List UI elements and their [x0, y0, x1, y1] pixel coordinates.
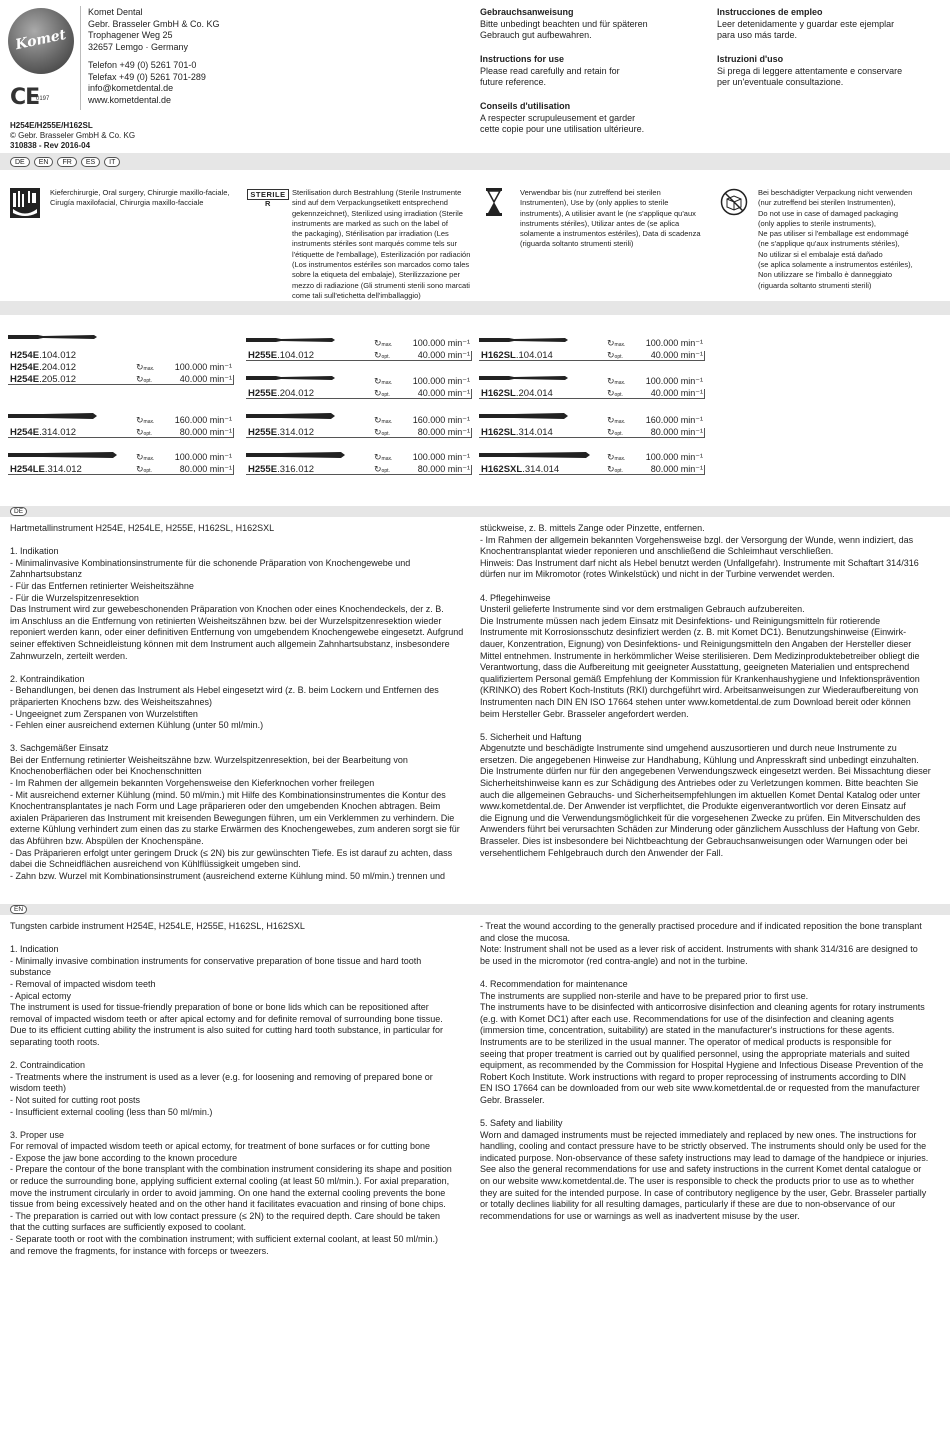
- row-underline: [479, 351, 705, 361]
- lang-tag-es: ES: [81, 157, 100, 167]
- product-group-h254e-1: [8, 329, 234, 385]
- instructions-en: Instructions for use Please read carefully and retain for future reference.: [480, 54, 620, 88]
- language-tags: [10, 157, 120, 167]
- rotation-icon: ↻: [136, 415, 144, 425]
- product-name: H162SL.104.014: [481, 350, 553, 361]
- header-divider: [80, 6, 81, 110]
- lang-tag-fr: FR: [57, 157, 76, 167]
- product-group-h162sxl: [479, 447, 705, 479]
- row-underline: [8, 465, 234, 475]
- instructions-fr: Conseils d'utilisation A respecter scrupuleusement et garder cette copie pour une utilisation ultérieure.: [480, 101, 645, 135]
- section-tag-de: DE: [10, 507, 27, 516]
- rotation-icon: ↻: [374, 452, 382, 462]
- komet-logo: Komet: [8, 8, 74, 74]
- speed-max: ↻max. 160.000 min⁻¹: [374, 415, 470, 425]
- product-name: H255E.204.012: [248, 388, 315, 399]
- rotation-icon: ↻: [607, 427, 615, 437]
- rotation-icon: ↻: [607, 388, 615, 398]
- de-text-left: Hartmetallinstrument H254E, H254LE, H255E, H162SL, H162SXL 1. Indikation - Minimalinvasive Kombinationsinstrumente für die schonende Präparation von Knochengewebe und Zahnhartsubstanz - Für das Entfernen retinierter Weisheitszähne - Für die Wurzelspitzenresektion Das Instrument wird zur gewebeschonenden Präparation von Knochen oder eines Knochendeckels, der z. B. im Anschluss an die Entfernung von retinierten Weisheitszähnen bzw. bei der Wurzelspitzenresektion wieder reponiert werden kann, oder einer definitiven Entfernung von umgebendem Knochengewebe eingesetzt. Aufgrund seiner effektiven Schneidleistung können mit dem Instrument auch allgemein Zahnhartsubstanz, insbesondere Zahnwurzeln, zerteilt werden. 2. Kontraindikation - Behandlungen, bei denen das Instrument als Hebel eingesetzt wird (z. B. beim Lockern und Entfernen des präparierten Knochens bzw. des Weisheitszahnes) - Ungeeignet zum Zerspanen von Wurzelstiften - Fehlen einer ausreichend externen Kühlung (unter 50 ml/min.) 3. Sachgemäßer Einsatz Bei der Entfernung retinierter Weisheitszähne bzw. Wurzelspitzenresektion, bei der Bearbeitung von Knochenoberflächen oder bei Knochenschnitten - Im Rahmen der allgemein bekannten Vorgehensweise den Kieferknochen vorher freilegen - Mit ausreichend externer Kühlung (mind. 50 ml/min.) mit Hilfe des Kombinationsinstrumentes die Kontur des Knochentransplantates je nach Form und Lage präparieren oder den umgebenden Knochen abtragen. Beim axialen Präparieren das Instrument mit kreisenden Bewegungen führen, um ein Verklemmen zu verhindern. Die externe Kühlung verhindert zum einen das zu starke Erwärmen des Knochengewebes, zum anderen sorgt sie für das Abführen bzw. Abspülen der Knochenspäne. - Das Präparieren erfolgt unter geringem Druck (≤ 2N) bis zur gewünschten Tiefe. Es ist darauf zu achten, dass dabei die Schneidflächen ausreichend von Kühlflüssigkeit umgeben sind. - Zahn bzw. Wurzel mit Kombinationsinstrument (ausreichend externe Kühlung mind. 50 ml/min.) trennen und: [10, 523, 464, 881]
- symbol-use-by-text: Verwendbar bis (nur zutreffend bei sterilen Instrumenten), Use by (only applies to sterile instruments), A utilisier avant le (ne s'applique qu'aux instruments stériles), Utilizar antes de (se aplica solamente a instrumentos estériles), Data di scadenza (riguarda soltanto strumenti sterili): [520, 188, 701, 249]
- ce-mark: CE: [10, 85, 40, 110]
- speed-opt: ↻opt. 80.000 min⁻¹: [136, 464, 232, 474]
- row-underline: [246, 465, 472, 475]
- row-underline: [246, 428, 472, 438]
- lang-tag-en: EN: [34, 157, 54, 167]
- speed-opt: ↻opt. 40.000 min⁻¹: [374, 350, 470, 360]
- de-text-right: stückweise, z. B. mittels Zange oder Pinzette, entfernen. - Im Rahmen der allgemein bekannten Vorgehensweise bzgl. der Versorgung der Wunde, wenn indiziert, das Knochentransplantat wieder reponieren und anschließend die Schleimhaut verschließen. Hinweis: Das Instrument darf nicht als Hebel benutzt werden (Unfallgefahr). Instrumente mit Schaftart 314/316 dürfen nur im Mikromotor (rotes Winkelstück) und nicht in der Turbine verwendet werden. 4. Pflegehinweise Unsteril gelieferte Instrumente sind vor dem erstmaligen Gebrauch aufzubereiten. Die Instrumente müssen nach jedem Einsatz mit Desinfektions- und Reinigungsmitteln für rotierende Instrumente mit Korrosionsschutz desinfiziert werden (z. B. mit Komet DC1). Benutzungshinweise (Einwirk- dauer, Konzentration, Eignung) von Desinfektions- und Reinigungsmitteln den Angaben der Hersteller dieser Mittel entnehmen. Instrumente in herkömmlicher Weise sterilisieren. Dem Medizinproduktebetreiber obliegt die Verantwortung, dass die Aufbereitung mit geeigneter Ausstattung, geeigneten Materialien und entsprechend qualifiziertem Personal gemäß Empfehlung der Kommission für Krankenhaushygiene und Infektionsprävention (KRINKO) des Robert Koch-Instituts (RKI) durchgeführt wird. Arbeitsanweisungen zur Wiederaufbereitung von Instrumenten nach DIN EN ISO 17664 stehen unter www.kometdental.de zum Download bereit oder können beim Hersteller Gebr. Brasseler angefordert werden. 5. Sicherheit und Haftung Abgenutzte und beschädigte Instrumente sind umgehend auszusortieren und durch neue Instrumente zu ersetzen. Die angegebenen Hinweise zur Handhabung, Kühlung und Anpresskraft sind unbedingt einzuhalten. Die Instrumente dürfen nur für den angegebenen Verwendungszweck eingesetzt werden. Bei Missachtung dieser Sicherheitshinweise kann es zur Schädigung des Antriebes oder zu Verletzungen kommen. Bitte beachten Sie auch die allgemeinen Gebrauchs- und Sicherheitsempfehlungen im aktuellen Komet Dental Katalog oder unter www.kometdental.de. Der Anwender ist verpflichtet, die Produkte eigenverantwortlich vor deren Einsatz auf die Eignung und die Verwendungsmöglichkeit für die vorgesehenen Zwecke zu prüfen. Ein Mitverschulden des Anwenders führt bei verursachten Schäden zur Minderung oder gänzlichem Ausschluss der Haftung von Gebr. Brasseler. Dies ist insbesondere bei Nichtbeachtung der Gebrauchsanweisungen oder Warnungen oder bei versehentlichem Fehlgebrauch durch den Anwender der Fall.: [480, 523, 931, 858]
- product-group-h162sl-2: [479, 370, 705, 402]
- symbol-damaged-text: Bei beschädigter Verpackung nicht verwenden (nur zutreffend bei sterilen Instrumenten), Do not use in case of damaged packaging (only applies to sterile instruments), Ne pas utiliser si l'emballage est endommagé (ne s'applique qu'aux instruments stériles), No utilizar si el embalaje está dañado (se aplica solamente a instrumentos estériles), Non utilizzare se l'imballo è danneggiato (riguarda soltanto strumenti sterili): [758, 188, 913, 290]
- rotation-icon: ↻: [607, 376, 615, 386]
- rotation-icon: ↻: [607, 350, 615, 360]
- product-name: H162SXL.314.014: [481, 464, 560, 475]
- section-tag-en: EN: [10, 905, 27, 914]
- rotation-icon: ↻: [136, 362, 144, 372]
- sterile-r-icon: STERILE R: [247, 189, 289, 200]
- product-group-h162sl-3: [479, 408, 705, 440]
- surgery-icon: [10, 188, 40, 218]
- rotation-icon: ↻: [607, 415, 615, 425]
- product-name: H254E.314.012: [10, 427, 77, 438]
- speed-max: ↻max. 160.000 min⁻¹: [136, 415, 232, 425]
- bur-image: [8, 332, 98, 342]
- bur-image: [479, 335, 569, 345]
- bur-image: [479, 411, 569, 421]
- rotation-icon: ↻: [374, 388, 382, 398]
- en-text-left: Tungsten carbide instrument H254E, H254LE, H255E, H162SL, H162SXL 1. Indication - Minimally invasive combination instruments for conservative preparation of bone tissue and hard tooth substance - Removal of impacted wisdom teeth - Apical ectomy The instrument is used for tissue-friendly preparation of bone or bone lids which can be repositioned after removal of impacted wisdom teeth or after apical ectomy and for definite removal of surrounding bone tissue. Due to its efficient cutting ability the instrument is also suited for cutting hard tooth substance, in particular for separating tooth roots. 2. Contraindication - Treatments where the instrument is used as a lever (e.g. for loosening and removing of prepared bone or wisdom teeth) - Not suited for cutting root posts - Insufficient external cooling (less than 50 ml/min.) 3. Proper use For removal of impacted wisdom teeth or apical ectomy, for treatment of bone surfaces or for cutting bone - Expose the jaw bone according to the known procedure - Prepare the contour of the bone transplant with the combination instrument considering its shape and position or reduce the surrounding bone, applying sufficient external cooling (at least 50 ml/min.). For axial preparation, move the instrument circularly in order to avoid jamming. On one hand the external cooling prevents the bone tissue from being excessively heated and on the other hand it facilitates evacuation and rinsing of bone chips. - The preparation is carried out with low contact pressure (≤ 2N) to the required depth. Care should be taken that the cutting surfaces are sufficiently exposed to coolant. - Separate tooth or root with the combination instrument; with sufficient external coolant, at least 50 ml/min.) and remove the fragments, for instance with forceps or tweezers.: [10, 921, 452, 1256]
- bur-image: [246, 335, 336, 345]
- damaged-package-icon: [720, 188, 748, 216]
- product-name: H162SL.314.014: [481, 427, 553, 438]
- speed-max: ↻max. 160.000 min⁻¹: [607, 415, 703, 425]
- bur-image: [8, 411, 98, 421]
- bur-image: [246, 373, 336, 383]
- product-name: H255E.104.012: [248, 350, 315, 361]
- en-text-right: - Treat the wound according to the generally practised procedure and if indicated reposition the bone transplant and close the mucosa. Note: Instrument shall not be used as a lever risk of accident. Instruments with shank 314/316 are designed to be used in the micromotor (red contra-angle) and not in the turbine. 4. Recommendation for maintenance The instruments are supplied non-sterile and have to be prepared prior to first use. The instruments have to be disinfected with anticorrosive disinfection and cleaning agents for rotary instruments (e.g. with Komet DC1) after each use. Recommendations for use of the disinfection and cleaning agents (immersion time, concentration, suitability) are stated in the manufacturer's instructions for these agents. Instruments are to be sterilized in the usual manner. The operator of medical products is responsible for seeing that proper treatment is carried out by qualified personnel, using the appropriate materials and suited equipment, as recommended by the Commission for Hospital Hygiene and Infectious Disease Prevention of the Robert Koch Institute. Work instructions with regard to proper reprocessing of instruments according to DIN EN ISO 17664 can be downloaded from our web site www.kometdental.de or requested from the manufacturer Gebr. Brasseler. 5. Safety and liability Worn and damaged instruments must be rejected immediately and replaced by new ones. The instructions for handling, cooling and contact pressure have to be strictly observed. The instruments should only be used for the indicated purpose. Non-observance of these safety instructions may lead to damage of the handpiece or injuries. See also the general recommendations for use and safety instructions in the current Komet dental catalogue or on our website www.kometdental.de. The user is responsible to check the products prior to use as to whether they are suited for the intended purpose. In case of contributory negligence by the user, Gebr. Brasseler partially or totally declines liability for all resulting damages, particularly if these are due to non-observance of our recommendations for use or warnings as well as inadvertent misuse by the user.: [480, 921, 929, 1221]
- symbol-surgery-text: Kieferchirurgie, Oral surgery, Chirurgie maxillo-faciale, Cirugía maxilofacial, Chirurgia maxillo-facciale: [50, 188, 230, 208]
- rotation-icon: ↻: [374, 427, 382, 437]
- speed-opt: ↻opt. 40.000 min⁻¹: [374, 388, 470, 398]
- product-group-h255e-2: [246, 370, 472, 402]
- bur-image: [479, 373, 569, 383]
- speed-opt: ↻opt. 40.000 min⁻¹: [607, 350, 703, 360]
- section-band-de: [0, 506, 950, 517]
- rotation-icon: ↻: [374, 338, 382, 348]
- speed-opt: ↻opt. 80.000 min⁻¹: [607, 464, 703, 474]
- product-group-h255e-1: [246, 332, 472, 364]
- rotation-icon: ↻: [374, 415, 382, 425]
- speed-max: ↻max. 100.000 min⁻¹: [136, 362, 232, 372]
- company-address: Komet Dental Gebr. Brasseler GmbH & Co. KG Trophagener Weg 25 32657 Lemgo · Germany: [88, 7, 220, 52]
- product-group-h162sl-1: [479, 332, 705, 364]
- product-group-h255e-4: [246, 447, 472, 479]
- language-band: [0, 153, 950, 170]
- hourglass-icon: [485, 188, 503, 216]
- bur-image: [246, 450, 346, 460]
- row-underline: [8, 375, 234, 385]
- product-name: H254E.204.012: [10, 362, 77, 373]
- product-name: H162SL.204.014: [481, 388, 553, 399]
- speed-opt: ↻opt. 80.000 min⁻¹: [374, 464, 470, 474]
- symbol-sterile-text: Sterilisation durch Bestrahlung (Sterile Instrumente sind auf dem Verpackungsetikett entsprechend gekennzeichnet), Sterilized using irradiation (Sterile instruments are marked as such on the label of the packaging), Stérilisation par irradiation (Les instruments stériles sont marqués comme tels sur l'étiquette de l'emballage), Esterilización por radiación (Los instrumentos estériles son marcados como tales sobre la etiqueta del embalaje), Sterilizzazione per mezzo di radiazione (Gli strumenti sterili sono marcati come tali sull'etichetta dell'imballaggio): [292, 188, 471, 300]
- section-band-en: [0, 904, 950, 915]
- rotation-icon: ↻: [136, 464, 144, 474]
- product-name: H255E.316.012: [248, 464, 315, 475]
- product-name: H255E.314.012: [248, 427, 315, 438]
- instructions-it: Istruzioni d'uso Si prega di leggere attentamente e conservare per un'eventuale consultazione.: [717, 54, 903, 88]
- row-underline: [8, 428, 234, 438]
- speed-max: ↻max. 100.000 min⁻¹: [607, 338, 703, 348]
- speed-opt: ↻opt. 80.000 min⁻¹: [607, 427, 703, 437]
- bur-image: [8, 450, 118, 460]
- rotation-icon: ↻: [374, 376, 382, 386]
- rotation-icon: ↻: [374, 464, 382, 474]
- speed-opt: ↻opt. 80.000 min⁻¹: [136, 427, 232, 437]
- company-contact: Telefon +49 (0) 5261 701-0 Telefax +49 (0) 5261 701-289 info@kometdental.de www.kometdental.de: [88, 60, 206, 105]
- ce-number: 0197: [36, 96, 50, 102]
- row-underline: [479, 389, 705, 399]
- speed-max: ↻max. 100.000 min⁻¹: [607, 376, 703, 386]
- rotation-icon: ↻: [136, 452, 144, 462]
- row-underline: [246, 389, 472, 399]
- speed-opt: ↻opt. 80.000 min⁻¹: [374, 427, 470, 437]
- rotation-icon: ↻: [607, 452, 615, 462]
- product-name: H254E.104.012: [10, 350, 77, 361]
- product-group-h255e-3: [246, 408, 472, 440]
- speed-max: ↻max. 100.000 min⁻¹: [607, 452, 703, 462]
- rotation-icon: ↻: [607, 338, 615, 348]
- instructions-es: Instrucciones de empleo Leer detenidamente y guardar este ejemplar para uso más tarde.: [717, 7, 895, 41]
- row-underline: [479, 428, 705, 438]
- product-codes-block: H254E/H255E/H162SL © Gebr. Brasseler GmbH & Co. KG 310838 - Rev 2016-04: [10, 121, 136, 150]
- rotation-icon: ↻: [607, 464, 615, 474]
- product-group-h254le: [8, 447, 234, 479]
- product-band: [0, 301, 950, 315]
- product-name: H254E.205.012: [10, 374, 77, 385]
- instructions-de: Gebrauchsanweisung Bitte unbedingt beachten und für späteren Gebrauch gut aufbewahren.: [480, 7, 648, 41]
- rotation-icon: ↻: [136, 427, 144, 437]
- product-name: H254LE.314.012: [10, 464, 82, 475]
- bur-image: [246, 411, 336, 421]
- product-group-h254e-2: [8, 408, 234, 440]
- lang-tag-de: DE: [10, 157, 30, 167]
- row-underline: [246, 351, 472, 361]
- speed-opt: ↻opt. 40.000 min⁻¹: [136, 374, 232, 384]
- rotation-icon: ↻: [136, 374, 144, 384]
- speed-max: ↻max. 100.000 min⁻¹: [374, 452, 470, 462]
- lang-tag-it: IT: [104, 157, 120, 167]
- speed-max: ↻max. 100.000 min⁻¹: [374, 338, 470, 348]
- speed-max: ↻max. 100.000 min⁻¹: [374, 376, 470, 386]
- bur-image: [479, 450, 591, 460]
- row-underline: [479, 465, 705, 475]
- rotation-icon: ↻: [374, 350, 382, 360]
- speed-max: ↻max. 100.000 min⁻¹: [136, 452, 232, 462]
- speed-opt: ↻opt. 40.000 min⁻¹: [607, 388, 703, 398]
